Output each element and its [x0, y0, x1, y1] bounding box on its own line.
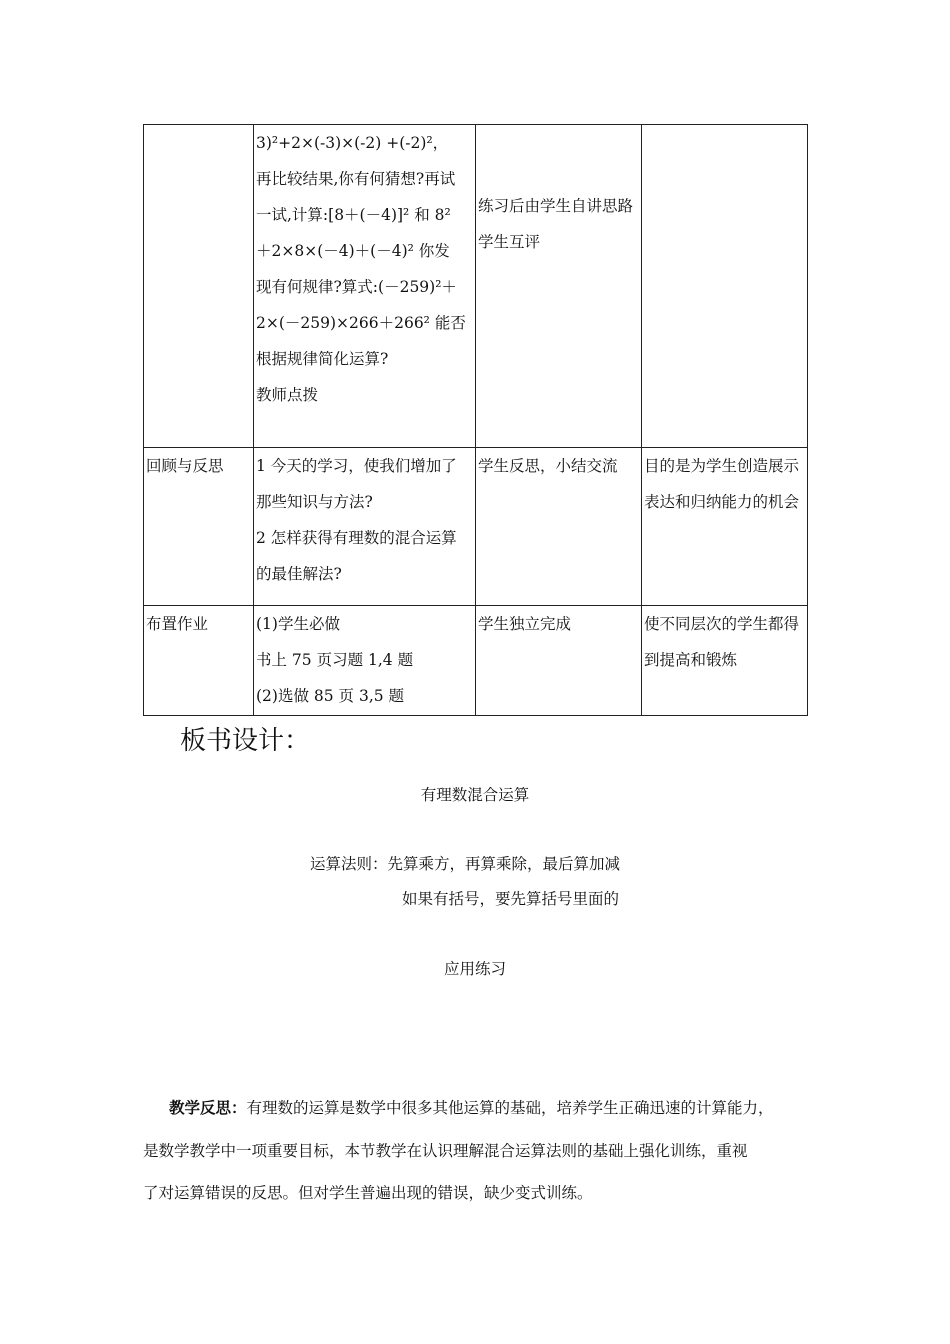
board-design-heading: 板书设计： — [180, 726, 311, 756]
activity-line: (2)选做 85 页 3,5 题 — [256, 687, 405, 705]
activity-line: 现有何规律?算式:(－259)²＋ — [256, 278, 457, 296]
row1-stage-cell — [144, 125, 254, 448]
purpose-line: 目的是为学生创造展示 — [644, 457, 800, 475]
student-line: 学生互评 — [478, 233, 541, 251]
board-rule-line-2: 如果有括号，要先算括号里面的 — [402, 890, 620, 908]
activity-line: 1 今天的学习，使我们增加了 — [256, 457, 457, 475]
board-practice: 应用练习 — [443, 960, 506, 978]
board-rule-line-1: 运算法则：先算乘方，再算乘除，最后算加减 — [310, 855, 621, 873]
activity-line: 3)²+2×(-3)×(-2) +(-2)²， — [256, 134, 449, 152]
table-row-review — [144, 448, 808, 606]
activity-line: 根据规律简化运算? — [256, 350, 389, 368]
reflection-line-1 — [169, 1087, 849, 1129]
row1-purpose-cell — [642, 125, 808, 448]
activity-line: 那些知识与方法? — [256, 493, 373, 511]
activity-line: 的最佳解法? — [256, 565, 342, 583]
activity-line: ＋2×8×(－4)＋(－4)² 你发 — [256, 242, 450, 260]
student-text: 学生反思，小结交流 — [478, 457, 618, 475]
table-row-homework — [144, 606, 808, 716]
row3-stage-cell — [144, 606, 254, 716]
table-row-practice — [144, 125, 808, 448]
student-text: 学生独立完成 — [478, 615, 572, 633]
activity-line: 再比较结果,你有何猜想?再试 — [256, 170, 456, 188]
row2-purpose-cell — [642, 448, 808, 606]
activity-line: (1)学生必做 — [256, 615, 340, 633]
activity-line: 一试,计算:[8＋(－4)]² 和 8² — [256, 206, 451, 224]
row2-stage-cell — [144, 448, 254, 606]
row3-student-cell — [476, 606, 642, 716]
purpose-line: 使不同层次的学生都得 — [644, 615, 800, 633]
row2-activity-cell — [254, 448, 476, 606]
activity-line: 2 怎样获得有理数的混合运算 — [256, 529, 457, 547]
activity-line: 书上 75 页习题 1,4 题 — [256, 651, 414, 669]
reflection-line-3: 了对运算错误的反思。但对学生普遍出现的错误，缺少变式训练。 — [143, 1184, 593, 1202]
reflection-label: 教学反思： — [169, 1098, 247, 1117]
row2-student-cell — [476, 448, 642, 606]
activity-line: 教师点拨 — [256, 386, 319, 404]
activity-line: 2×(－259)×266＋266² 能否 — [256, 314, 466, 332]
row1-student-cell — [476, 125, 642, 448]
row3-activity-cell — [254, 606, 476, 716]
reflection-text-1: 有理数的运算是数学中很多其他运算的基础，培养学生正确迅速的计算能力， — [246, 1099, 774, 1117]
row3-purpose-cell — [642, 606, 808, 716]
purpose-line: 表达和归纳能力的机会 — [644, 493, 800, 511]
row1-activity-cell — [254, 125, 476, 448]
reflection-line-2: 是数学教学中一项重要目标，本节教学在认识理解混合运算法则的基础上强化训练，重视 — [143, 1142, 748, 1160]
board-title: 有理数混合运算 — [420, 786, 530, 804]
stage-label: 回顾与反思 — [146, 457, 224, 475]
stage-label: 布置作业 — [146, 615, 209, 633]
purpose-line: 到提高和锻炼 — [644, 651, 738, 669]
lesson-plan-table — [143, 124, 808, 716]
student-line: 练习后由学生自讲思路 — [478, 197, 634, 215]
